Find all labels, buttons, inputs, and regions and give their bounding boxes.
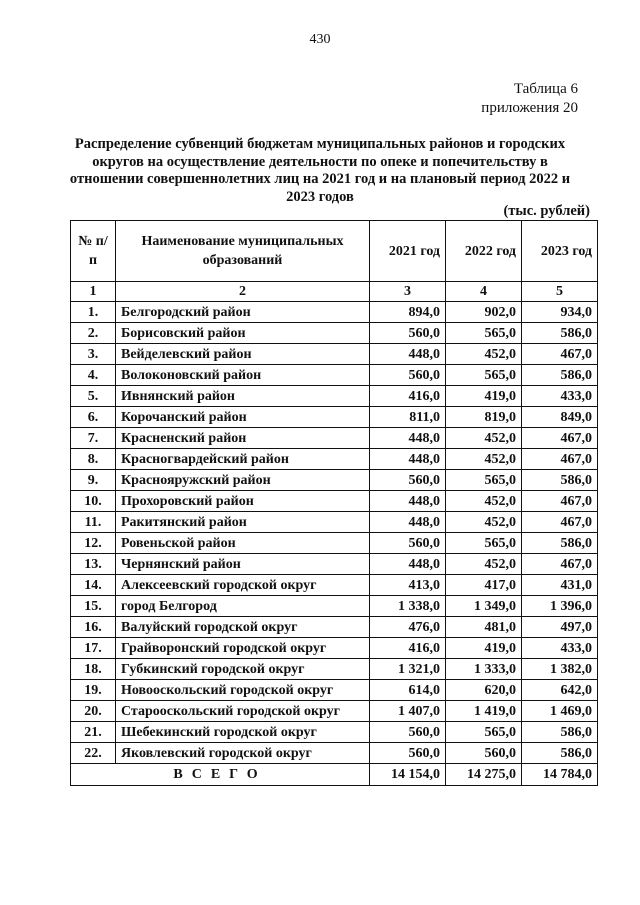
table-ref-line2: приложения 20 [481,100,578,116]
row-value-2022: 620,0 [446,680,522,701]
row-value-2023: 934,0 [522,302,598,323]
table-row [71,491,598,512]
row-value-2021: 448,0 [370,491,446,512]
row-municipality: Грайворонский городской округ [116,638,370,659]
row-value-2023: 642,0 [522,680,598,701]
table-header-row [71,221,598,282]
row-value-2021: 560,0 [370,533,446,554]
row-value-2022: 565,0 [446,470,522,491]
row-municipality: Борисовский район [116,323,370,344]
row-value-2021: 448,0 [370,554,446,575]
table-row [71,617,598,638]
row-municipality: город Белгород [116,596,370,617]
table-row [71,743,598,764]
row-value-2023: 467,0 [522,491,598,512]
row-value-2022: 417,0 [446,575,522,596]
column-index: 4 [446,282,522,302]
row-number: 2. [71,323,116,344]
table-row [71,302,598,323]
column-index-row [71,282,598,302]
row-number: 14. [71,575,116,596]
row-value-2021: 448,0 [370,449,446,470]
row-municipality: Старооскольский городской округ [116,701,370,722]
table-row [71,344,598,365]
row-municipality: Белгородский район [116,302,370,323]
table-row [71,470,598,491]
row-value-2023: 586,0 [522,722,598,743]
header-name: Наименование муниципальных образований [116,221,370,282]
table-row [71,722,598,743]
row-municipality: Новооскольский городской округ [116,680,370,701]
row-municipality: Чернянский район [116,554,370,575]
row-number: 13. [71,554,116,575]
row-value-2022: 1 333,0 [446,659,522,680]
table-row [71,596,598,617]
total-row [71,764,598,786]
table-ref-line1: Таблица 6 [513,81,578,97]
row-number: 17. [71,638,116,659]
row-value-2021: 560,0 [370,722,446,743]
row-value-2021: 413,0 [370,575,446,596]
row-value-2023: 1 469,0 [522,701,598,722]
header-2021: 2021 год [370,221,446,282]
table-row [71,365,598,386]
row-value-2021: 1 321,0 [370,659,446,680]
table-row [71,407,598,428]
row-value-2021: 1 338,0 [370,596,446,617]
column-index: 1 [71,282,116,302]
row-value-2023: 586,0 [522,533,598,554]
row-value-2023: 586,0 [522,323,598,344]
row-value-2022: 565,0 [446,722,522,743]
row-number: 15. [71,596,116,617]
row-municipality: Губкинский городской округ [116,659,370,680]
total-label: ВСЕГО [71,764,370,786]
row-value-2022: 419,0 [446,638,522,659]
row-value-2021: 560,0 [370,365,446,386]
subvention-table [70,220,598,786]
row-value-2022: 452,0 [446,344,522,365]
row-value-2021: 416,0 [370,638,446,659]
row-value-2022: 560,0 [446,743,522,764]
table-row [71,575,598,596]
row-value-2021: 614,0 [370,680,446,701]
row-value-2023: 586,0 [522,470,598,491]
page-number: 430 [309,32,331,47]
row-value-2023: 849,0 [522,407,598,428]
total-2023: 14 784,0 [522,764,598,786]
row-value-2022: 419,0 [446,386,522,407]
row-number: 12. [71,533,116,554]
row-value-2021: 894,0 [370,302,446,323]
row-value-2022: 565,0 [446,323,522,344]
row-municipality: Яковлевский городской округ [116,743,370,764]
row-value-2023: 586,0 [522,743,598,764]
header-2023: 2023 год [522,221,598,282]
row-value-2023: 433,0 [522,638,598,659]
row-municipality: Ракитянский район [116,512,370,533]
row-number: 21. [71,722,116,743]
row-municipality: Алексеевский городской округ [116,575,370,596]
row-value-2022: 481,0 [446,617,522,638]
row-value-2021: 560,0 [370,323,446,344]
table-row [71,533,598,554]
row-municipality: Прохоровский район [116,491,370,512]
row-value-2023: 467,0 [522,344,598,365]
total-2022: 14 275,0 [446,764,522,786]
row-value-2023: 467,0 [522,449,598,470]
row-number: 10. [71,491,116,512]
row-value-2023: 467,0 [522,554,598,575]
column-index: 3 [370,282,446,302]
row-value-2022: 1 419,0 [446,701,522,722]
row-value-2023: 431,0 [522,575,598,596]
row-value-2021: 448,0 [370,428,446,449]
units-label: (тыс. рублей) [503,203,590,219]
row-number: 5. [71,386,116,407]
row-value-2023: 467,0 [522,428,598,449]
row-value-2023: 586,0 [522,365,598,386]
row-value-2022: 565,0 [446,533,522,554]
table-row [71,680,598,701]
row-value-2021: 416,0 [370,386,446,407]
row-value-2022: 1 349,0 [446,596,522,617]
column-index: 5 [522,282,598,302]
table-row [71,428,598,449]
row-number: 7. [71,428,116,449]
row-municipality: Валуйский городской округ [116,617,370,638]
row-value-2022: 565,0 [446,365,522,386]
header-num: № п/п [71,221,116,282]
row-municipality: Ровеньской район [116,533,370,554]
row-value-2021: 560,0 [370,743,446,764]
row-value-2022: 902,0 [446,302,522,323]
row-value-2022: 452,0 [446,428,522,449]
row-value-2023: 467,0 [522,512,598,533]
header-2022: 2022 год [446,221,522,282]
row-number: 19. [71,680,116,701]
row-value-2023: 433,0 [522,386,598,407]
row-municipality: Красненский район [116,428,370,449]
row-value-2023: 1 382,0 [522,659,598,680]
row-value-2021: 448,0 [370,344,446,365]
row-value-2023: 1 396,0 [522,596,598,617]
row-value-2022: 819,0 [446,407,522,428]
row-municipality: Корочанский район [116,407,370,428]
table-row [71,449,598,470]
row-municipality: Краснояружский район [116,470,370,491]
row-number: 9. [71,470,116,491]
row-value-2021: 1 407,0 [370,701,446,722]
row-number: 3. [71,344,116,365]
row-number: 4. [71,365,116,386]
row-value-2022: 452,0 [446,449,522,470]
total-2021: 14 154,0 [370,764,446,786]
column-index: 2 [116,282,370,302]
row-value-2021: 560,0 [370,470,446,491]
row-number: 18. [71,659,116,680]
table-reference [481,80,578,118]
row-municipality: Шебекинский городской округ [116,722,370,743]
table-row [71,638,598,659]
row-value-2022: 452,0 [446,554,522,575]
row-number: 6. [71,407,116,428]
table-row [71,701,598,722]
table-row [71,659,598,680]
row-value-2021: 476,0 [370,617,446,638]
document-heading: Распределение субвенций бюджетам муниципальных районов и городских округов на осуществление деятельности по опеке и попечительству в отношении совершеннолетних лиц на 2021 год и на плановый период 2022 и 2023 годов [69,136,571,205]
table-row [71,323,598,344]
row-number: 1. [71,302,116,323]
row-municipality: Ивнянский район [116,386,370,407]
row-value-2022: 452,0 [446,491,522,512]
row-value-2021: 811,0 [370,407,446,428]
table-row [71,554,598,575]
row-number: 11. [71,512,116,533]
row-value-2023: 497,0 [522,617,598,638]
table-row [71,386,598,407]
row-value-2021: 448,0 [370,512,446,533]
row-municipality: Красногвардейский район [116,449,370,470]
table-row [71,512,598,533]
row-municipality: Вейделевский район [116,344,370,365]
row-value-2022: 452,0 [446,512,522,533]
row-municipality: Волоконовский район [116,365,370,386]
row-number: 22. [71,743,116,764]
row-number: 8. [71,449,116,470]
row-number: 20. [71,701,116,722]
row-number: 16. [71,617,116,638]
